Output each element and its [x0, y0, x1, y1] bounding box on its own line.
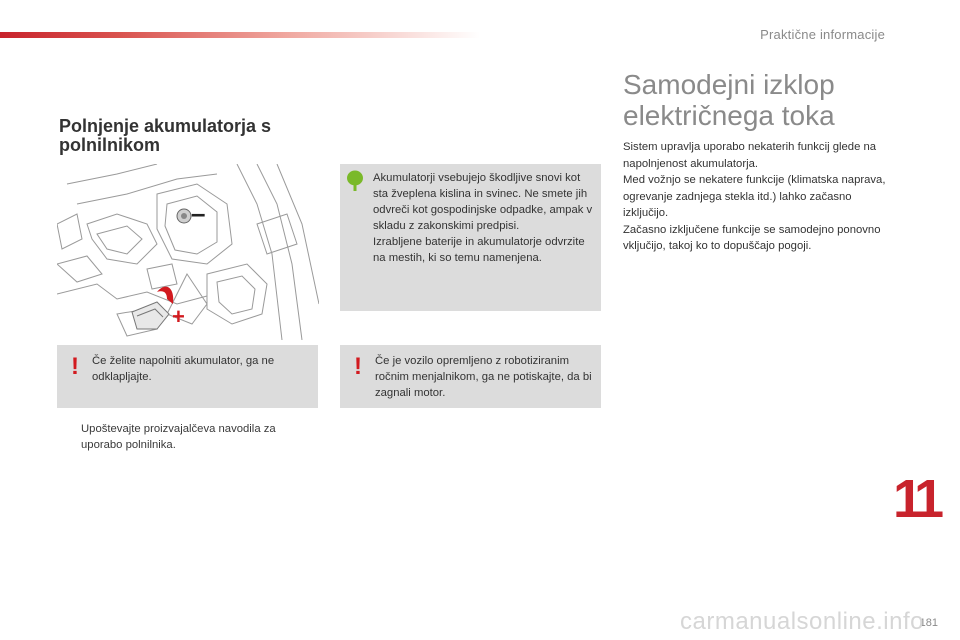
warning-box-charging: [57, 345, 318, 408]
instruction-text: Upoštevajte proizvajalčeva navodila za uporabo polnilnika.: [81, 423, 276, 451]
minus-sign: –: [191, 198, 206, 228]
warning-box-gearbox: [340, 345, 601, 408]
tree-icon: [346, 170, 364, 192]
plus-sign: +: [172, 304, 185, 329]
section-header: Praktične informacije: [760, 27, 885, 42]
warning-text-charging: Če želite napolniti akumulator, ga ne odklapljajte.: [92, 355, 275, 383]
engine-bay-drawing: [57, 164, 319, 340]
warning-exclamation-icon: !: [71, 353, 79, 380]
warning-text-gearbox: Če je vozilo opremljeno z robotiziranim ročnim menjalnikom, ga ne potiskajte, da bi zagnali motor.: [375, 355, 592, 399]
positive-terminal-red-icon: [157, 287, 173, 304]
paragraph-line-2: Med vožnjo se nekatere funkcije (klimatska naprava, ogrevanje zadnjega stekla itd.) lahko začasno izključijo.: [623, 174, 886, 219]
paragraph-line-3: Začasno izključene funkcije se samodejno ponovno vključijo, takoj ko to dopuščajo pogoji.: [623, 223, 881, 252]
instruction-bullet: [59, 421, 309, 453]
chapter-number: 11: [893, 469, 939, 529]
watermark: carmanualsonline.info: [680, 608, 924, 635]
eco-note-line2: Izrabljene baterije in akumulatorje odvrzite na mestih, ki so temu namenjena.: [373, 236, 585, 264]
eco-note-line1: Akumulatorji vsebujejo škodljive snovi kot sta žveplena kislina in svinec. Ne smete jih odvreči kot gospodinjske odpadke, ampak v skladu z zakonskimi predpisi.: [373, 172, 593, 232]
battery-pack-shape: [132, 302, 169, 329]
paragraph-line-1: Sistem upravlja uporabo nekaterih funkcij glede na napolnjenost akumulatorja.: [623, 141, 877, 170]
warning-exclamation-icon: !: [354, 353, 362, 380]
eco-note-text: [373, 170, 595, 266]
auto-cutoff-paragraph: [623, 139, 895, 255]
page-number: 181: [919, 617, 938, 629]
battery-illustration: [57, 164, 319, 340]
section-title-auto-cutoff: Samodejni izklop električnega toka: [623, 69, 835, 131]
section-title-charging: Polnjenje akumulatorja s polnilnikom: [59, 116, 272, 155]
top-accent-bar: [0, 32, 480, 38]
negative-terminal-core-icon: [181, 213, 187, 219]
eco-note-box: [340, 164, 601, 311]
